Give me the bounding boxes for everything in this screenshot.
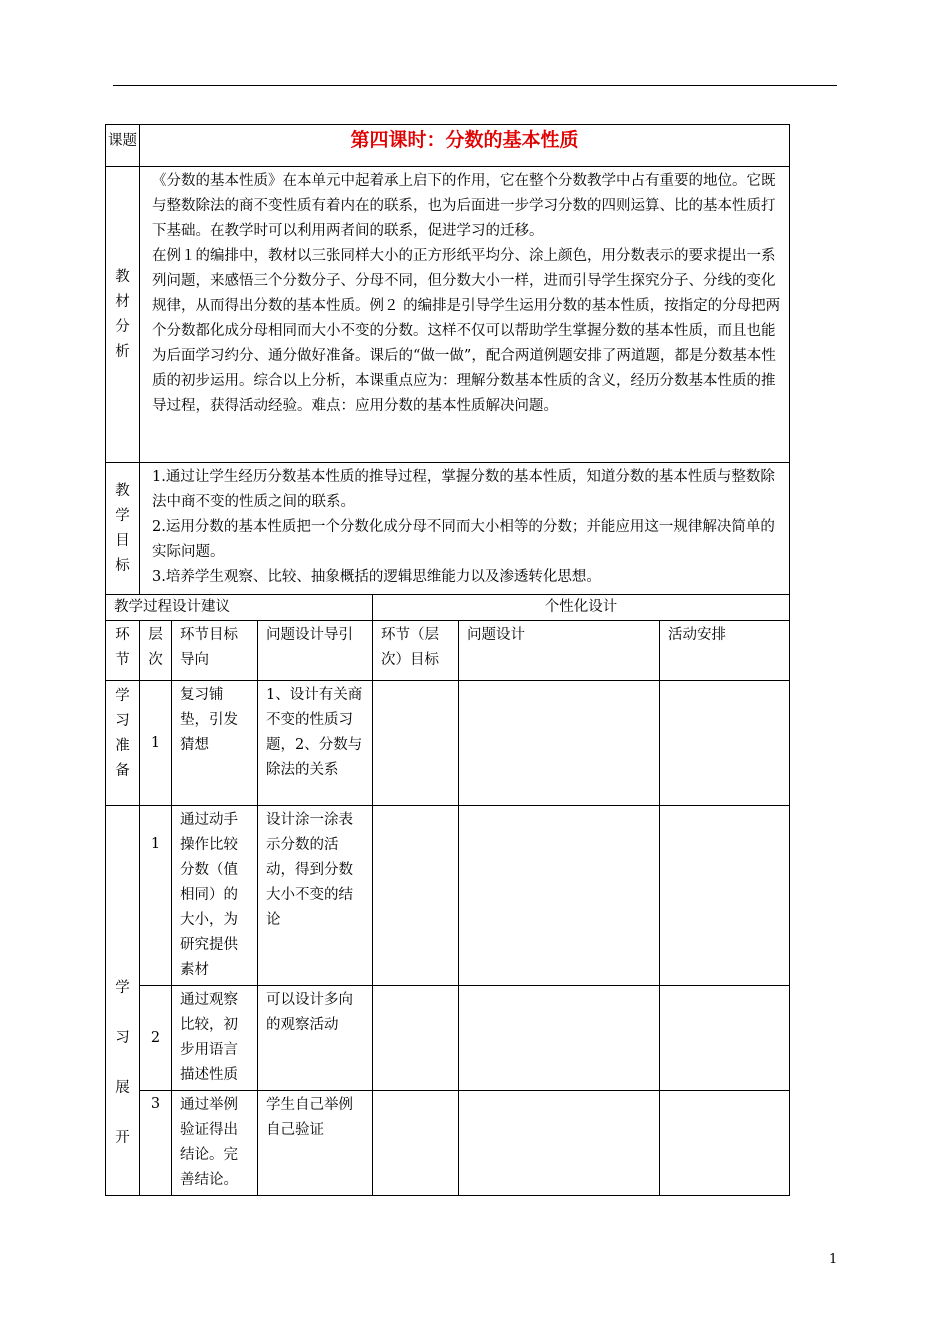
material-analysis-label: [106, 167, 140, 463]
stage-char: 开: [115, 1130, 130, 1146]
stage-expand-label: [106, 806, 140, 1196]
col-question-design: 问题设计: [459, 621, 660, 681]
label-char: 分: [115, 318, 130, 335]
goal-cell: 通过动手操作比较分数（值相同）的大小，为研究提供素材: [172, 806, 258, 986]
empty-cell: [373, 986, 459, 1091]
label-char: 教: [115, 482, 130, 499]
col-stage: 环节: [106, 621, 140, 681]
col-stage-goal: 环节（层次）目标: [373, 621, 459, 681]
level-cell: 3: [140, 1091, 172, 1196]
label-char: 教: [115, 268, 130, 285]
goal-cell: 通过观察比较，初步用语言描述性质: [172, 986, 258, 1091]
empty-cell: [373, 1091, 459, 1196]
topic-label: 课题: [106, 125, 140, 167]
empty-cell: [373, 806, 459, 986]
process-header: 教学过程设计建议: [106, 595, 373, 621]
label-char: 标: [115, 557, 130, 574]
goal-item: 3.培养学生观察、比较、抽象概括的逻辑思维能力以及渗透转化思想。: [152, 569, 601, 585]
page-number: 1: [829, 1252, 838, 1267]
lesson-plan-table: [105, 124, 790, 1196]
question-cell: 学生自己举例自己验证: [258, 1091, 373, 1196]
label-char: 学: [115, 507, 130, 524]
empty-cell: [660, 1091, 790, 1196]
paragraph: 《分数的基本性质》在本单元中起着承上启下的作用，它在整个分数教学中占有重要的地位。它既与整数除法的商不变性质有着内在的联系，也为后面进一步学习分数的四则运算、比的基本性质打下基础。在教学时可以利用两者间的联系，促进学习的迁移。: [152, 173, 776, 239]
stage-char: 习: [115, 1030, 130, 1046]
goal-cell: 通过举例验证得出结论。完善结论。: [172, 1091, 258, 1196]
goal-cell: 复习铺垫，引发猜想: [172, 681, 258, 806]
col-goal: 环节目标导向: [172, 621, 258, 681]
personal-design-header: 个性化设计: [373, 595, 790, 621]
empty-cell: [660, 986, 790, 1091]
paragraph: 在例１的编排中，教材以三张同样大小的正方形纸平均分、涂上颜色，用分数表示的要求提出一系列问题，来感悟三个分数分子、分母不同，但分数大小一样，进而引导学生探究分子、分线的变化规律，从而得出分数的基本性质。例２ 的编排是引导学生运用分数的基本性质，按指定的分母把两个分数都化成分母相同而大小不变的分数。这样不仅可以帮助学生掌握分数的基本性质，而且也能为后面学习约分、通分做好准备。课后的“做一做”，配合两道例题安排了两道题，都是分数基本性质的初步运用。综合以上分析，本课重点应为：理解分数基本性质的含义，经历分数基本性质的推导过程，获得活动经验。难点：应用分数的基本性质解决问题。: [152, 248, 781, 414]
stage-char: 学: [115, 980, 130, 996]
stage-prep-label: [106, 681, 140, 806]
stage-char: 展: [115, 1080, 130, 1096]
empty-cell: [459, 806, 660, 986]
empty-cell: [459, 681, 660, 806]
question-cell: 1、设计有关商不变的性质习题，2、分数与除法的关系: [258, 681, 373, 806]
lesson-title: 第四课时：分数的基本性质: [140, 125, 790, 167]
level-cell: 1: [140, 681, 172, 806]
question-cell: 可以设计多向的观察活动: [258, 986, 373, 1091]
question-cell: 设计涂一涂表示分数的活动，得到分数大小不变的结论: [258, 806, 373, 986]
material-analysis-text: [140, 167, 790, 463]
empty-cell: [660, 806, 790, 986]
label-char: 析: [115, 343, 130, 360]
col-question: 问题设计导引: [258, 621, 373, 681]
empty-cell: [459, 1091, 660, 1196]
stage-char: 学: [115, 688, 130, 704]
empty-cell: [459, 986, 660, 1091]
stage-char: 备: [115, 763, 130, 779]
level-cell: 1: [140, 806, 172, 986]
goal-item: 1.通过让学生经历分数基本性质的推导过程，掌握分数的基本性质，知道分数的基本性质与整数除法中商不变的性质之间的联系。: [152, 469, 775, 510]
col-activity: 活动安排: [660, 621, 790, 681]
stage-char: 习: [115, 713, 130, 729]
teaching-goals-text: [140, 463, 790, 595]
stage-char: 准: [115, 738, 130, 754]
level-cell: 2: [140, 986, 172, 1091]
goal-item: 2.运用分数的基本性质把一个分数化成分母不同而大小相等的分数；并能应用这一规律解决简单的实际问题。: [152, 519, 775, 560]
label-char: 材: [115, 293, 130, 310]
empty-cell: [660, 681, 790, 806]
header-rule: [113, 85, 837, 86]
empty-cell: [373, 681, 459, 806]
label-char: 目: [115, 532, 130, 549]
col-level: 层次: [140, 621, 172, 681]
teaching-goals-label: [106, 463, 140, 595]
